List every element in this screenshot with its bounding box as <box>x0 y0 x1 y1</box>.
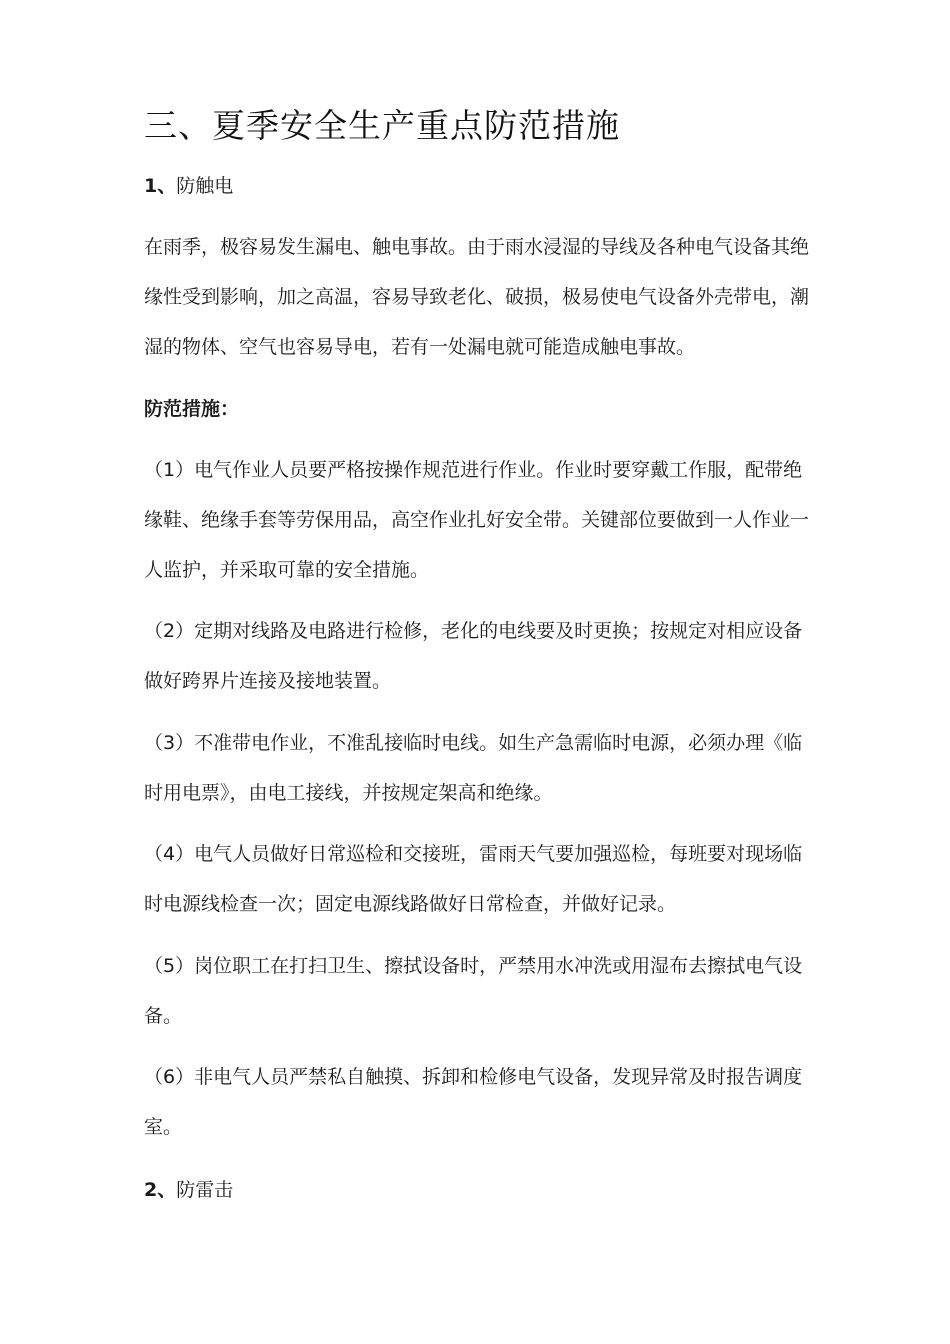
measure-item-3 <box>144 718 810 818</box>
paragraph-line: 时用电票》，由电工接线，并按规定架高和绝缘。 <box>144 782 553 804</box>
paragraph-line: 湿的物体、空气也容易导电，若有一处漏电就可能造成触电事故。 <box>144 336 696 358</box>
measure-item-1 <box>144 445 810 595</box>
paragraph-line: 室。 <box>144 1116 183 1138</box>
paragraph-line: （1）电气作业人员要严格按操作规范进行作业。作业时要穿戴工作服，配带绝 <box>144 459 803 481</box>
section-number: 1、 <box>144 175 177 197</box>
measure-item-4 <box>144 829 810 929</box>
paragraph-line: （6）非电气人员严禁私自触摸、拆卸和检修电气设备，发现异常及时报告调度 <box>144 1066 803 1088</box>
section-heading-1 <box>144 172 233 200</box>
page-title: 三、夏季安全生产重点防范措施 <box>144 106 620 145</box>
measure-item-6 <box>144 1052 810 1152</box>
paragraph-line: （4）电气人员做好日常巡检和交接班，雷雨天气要加强巡检，每班要对现场临 <box>144 843 803 865</box>
measure-item-2 <box>144 606 810 706</box>
measures-heading: 防范措施： <box>144 398 240 420</box>
measure-item-5 <box>144 941 810 1041</box>
section-number: 2、 <box>144 1179 177 1201</box>
paragraph-line: （3）不准带电作业，不准乱接临时电线。如生产急需临时电源，必须办理《临 <box>144 732 803 754</box>
paragraph-line: 缘鞋、绝缘手套等劳保用品，高空作业扎好安全带。关键部位要做到一人作业一 <box>144 509 810 531</box>
paragraph-line: 做好跨界片连接及接地装置。 <box>144 670 392 692</box>
paragraph-line: 在雨季，极容易发生漏电、触电事故。由于雨水浸湿的导线及各种电气设备其绝 <box>144 236 810 258</box>
paragraph-line: 缘性受到影响，加之高温，容易导致老化、破损，极易使电气设备外壳带电，潮 <box>144 286 810 308</box>
section-label: 防触电 <box>176 175 234 197</box>
paragraph-line: 时电源线检查一次；固定电源线路做好日常检查，并做好记录。 <box>144 893 677 915</box>
section-label: 防雷击 <box>176 1179 234 1201</box>
paragraph-line: 人监护，并采取可靠的安全措施。 <box>144 559 430 581</box>
paragraph-line: 备。 <box>144 1005 183 1027</box>
section-heading-2 <box>144 1176 233 1204</box>
paragraph-line: （2）定期对线路及电路进行检修，老化的电线要及时更换；按规定对相应设备 <box>144 620 803 642</box>
paragraph-line: （5）岗位职工在打扫卫生、擦拭设备时，严禁用水冲洗或用湿布去擦拭电气设 <box>144 955 803 977</box>
intro-paragraph <box>144 222 810 372</box>
